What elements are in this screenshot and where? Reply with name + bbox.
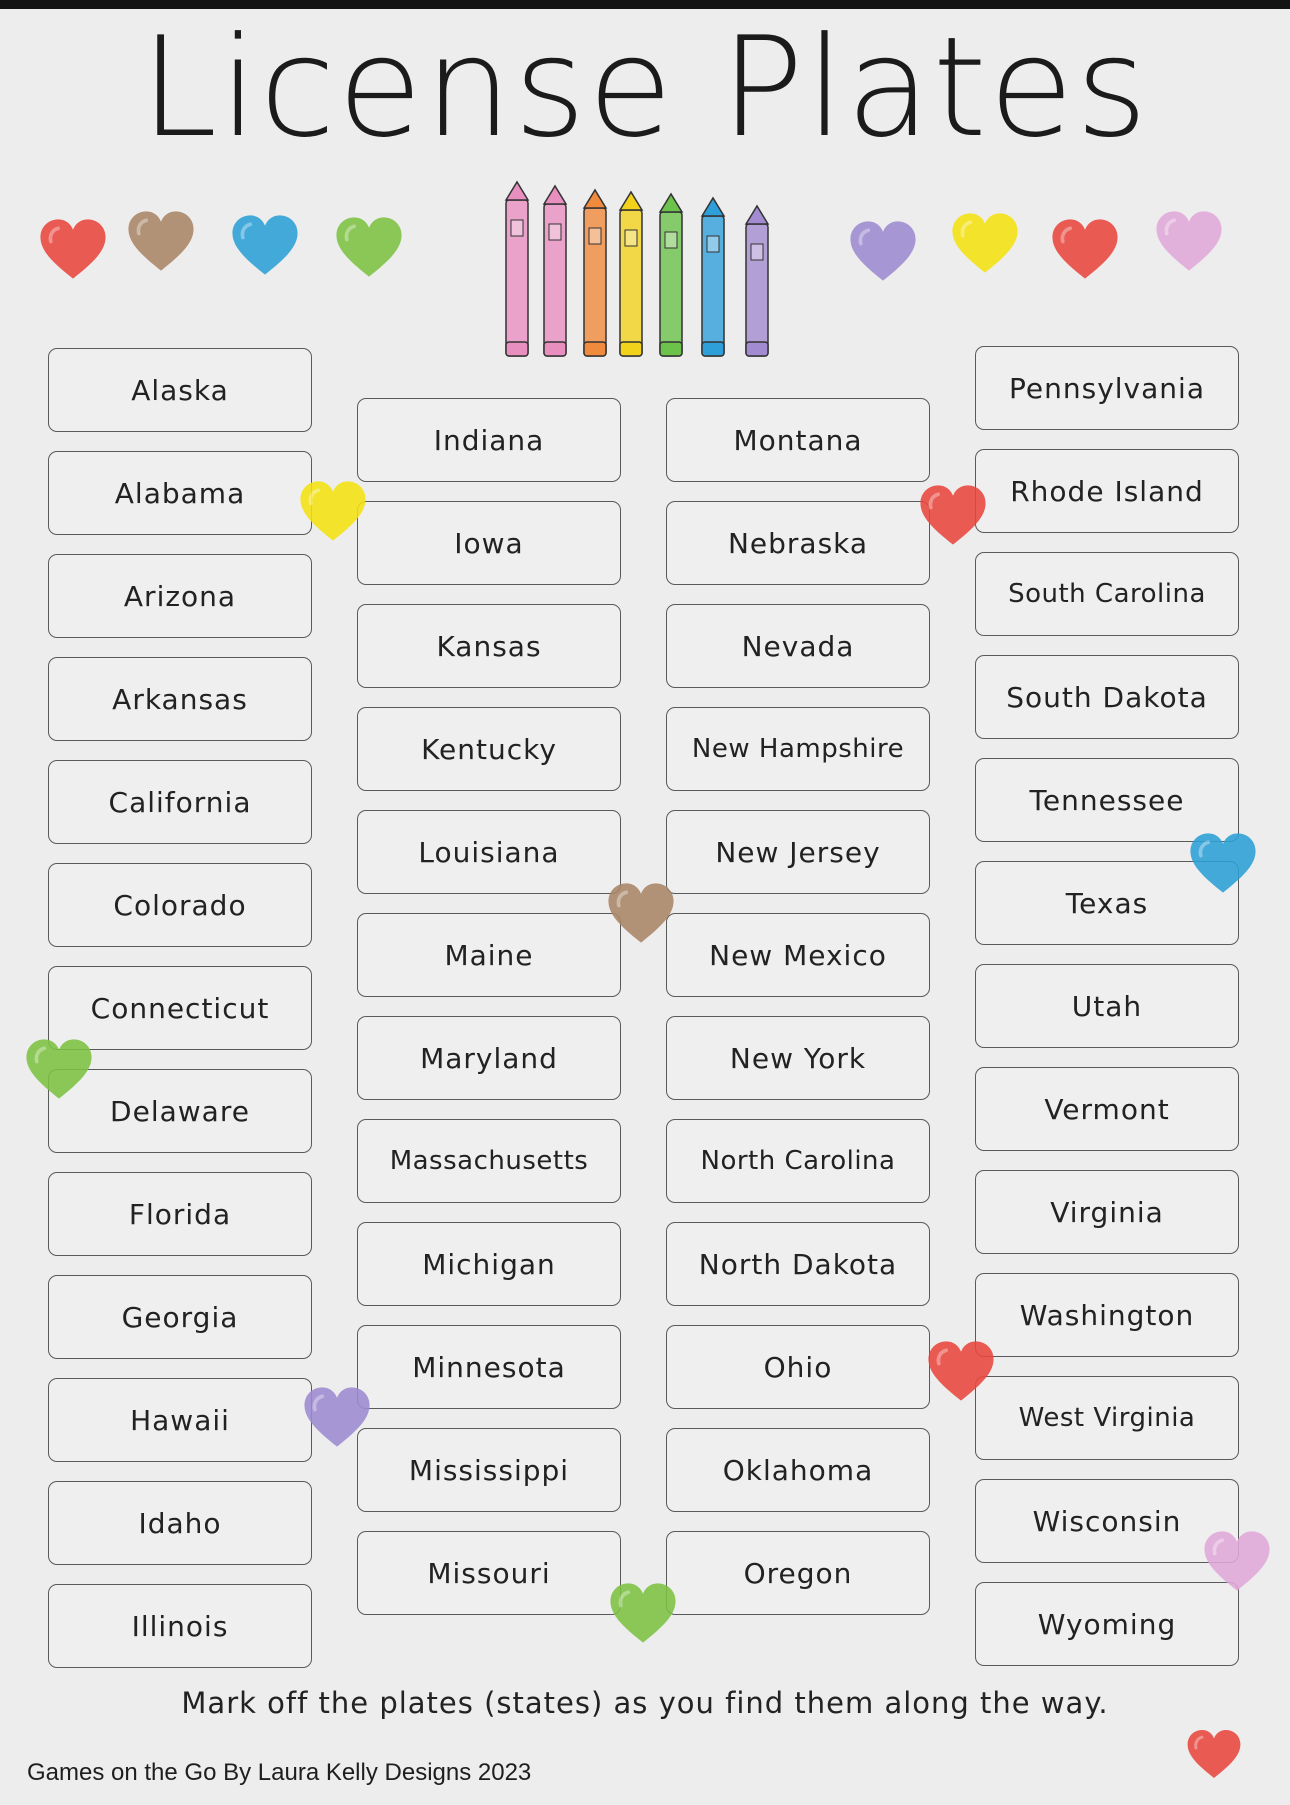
plate-florida[interactable] xyxy=(48,1172,312,1256)
plate-idaho[interactable] xyxy=(48,1481,312,1565)
red-heart-icon xyxy=(1184,1724,1244,1784)
plate-minnesota[interactable] xyxy=(357,1325,621,1409)
plate-label: Utah xyxy=(1071,989,1143,1023)
plate-label: Delaware xyxy=(110,1094,250,1128)
plate-label: Arkansas xyxy=(112,682,248,716)
pink-heart-icon xyxy=(1200,1524,1274,1598)
plate-label: Alabama xyxy=(114,476,246,510)
brown-heart-icon xyxy=(124,204,198,278)
green-crayon-icon xyxy=(660,194,682,356)
plate-illinois[interactable] xyxy=(48,1584,312,1668)
plate-label: Alaska xyxy=(131,373,229,407)
plate-label: Nevada xyxy=(741,629,855,663)
plate-oregon[interactable] xyxy=(666,1531,930,1615)
plate-label: West Virginia xyxy=(1018,1403,1196,1433)
plate-utah[interactable] xyxy=(975,964,1239,1048)
red-heart-icon xyxy=(924,1334,998,1408)
yellow-heart-icon xyxy=(296,474,370,548)
blue-heart-icon xyxy=(228,208,302,282)
plate-north-carolina[interactable] xyxy=(666,1119,930,1203)
plate-label: Louisiana xyxy=(418,835,560,869)
plate-new-mexico[interactable] xyxy=(666,913,930,997)
blue-crayon-icon xyxy=(702,198,724,356)
plate-label: Mississippi xyxy=(408,1453,570,1487)
plate-label: Illinois xyxy=(131,1609,229,1643)
plate-label: Michigan xyxy=(422,1247,556,1281)
plate-new-jersey[interactable] xyxy=(666,810,930,894)
plate-virginia[interactable] xyxy=(975,1170,1239,1254)
plate-alaska[interactable] xyxy=(48,348,312,432)
plate-massachusetts[interactable] xyxy=(357,1119,621,1203)
plate-nebraska[interactable] xyxy=(666,501,930,585)
plate-label: South Dakota xyxy=(1006,680,1208,714)
plate-georgia[interactable] xyxy=(48,1275,312,1359)
plate-label: Kansas xyxy=(436,629,542,663)
plate-label: Oregon xyxy=(743,1556,853,1590)
yellow-crayon-icon xyxy=(620,192,642,356)
plate-label: California xyxy=(108,785,252,819)
purple-heart-icon xyxy=(300,1380,374,1454)
plate-label: North Carolina xyxy=(700,1146,896,1176)
plate-label: South Carolina xyxy=(1008,579,1206,609)
yellow-heart-icon xyxy=(948,206,1022,280)
plate-missouri[interactable] xyxy=(357,1531,621,1615)
plate-label: Minnesota xyxy=(412,1350,566,1384)
plate-label: New Jersey xyxy=(715,835,881,869)
plate-label: Wisconsin xyxy=(1032,1504,1182,1538)
plate-west-virginia[interactable] xyxy=(975,1376,1239,1460)
pink-heart-icon xyxy=(1152,204,1226,278)
plate-maine[interactable] xyxy=(357,913,621,997)
plate-label: Nebraska xyxy=(727,526,869,560)
plate-label: Washington xyxy=(1019,1298,1195,1332)
pink-crayon-icon xyxy=(506,182,528,356)
plate-vermont[interactable] xyxy=(975,1067,1239,1151)
plate-arizona[interactable] xyxy=(48,554,312,638)
plate-california[interactable] xyxy=(48,760,312,844)
plate-label: New Mexico xyxy=(709,938,887,972)
plate-label: Tennessee xyxy=(1029,783,1185,817)
green-heart-icon xyxy=(606,1576,680,1650)
plate-label: Missouri xyxy=(427,1556,551,1590)
plate-label: Georgia xyxy=(121,1300,239,1334)
plate-label: Kentucky xyxy=(421,732,557,766)
plate-pennsylvania[interactable] xyxy=(975,346,1239,430)
brown-heart-icon xyxy=(604,876,678,950)
plate-nevada[interactable] xyxy=(666,604,930,688)
plate-label: Maine xyxy=(444,938,534,972)
plate-arkansas[interactable] xyxy=(48,657,312,741)
plate-label: Florida xyxy=(128,1197,232,1231)
plate-mississippi[interactable] xyxy=(357,1428,621,1512)
plate-label: Vermont xyxy=(1044,1092,1170,1126)
plate-new-hampshire[interactable] xyxy=(666,707,930,791)
plate-label: Arizona xyxy=(123,579,237,613)
plate-label: Ohio xyxy=(763,1350,833,1384)
plate-kansas[interactable] xyxy=(357,604,621,688)
plate-label: Pennsylvania xyxy=(1009,371,1205,405)
plate-alabama[interactable] xyxy=(48,451,312,535)
plate-kentucky[interactable] xyxy=(357,707,621,791)
plate-label: New Hampshire xyxy=(691,734,905,764)
green-heart-icon xyxy=(22,1032,96,1106)
plate-label: Massachusetts xyxy=(389,1146,589,1176)
plate-label: Montana xyxy=(733,423,863,457)
plate-michigan[interactable] xyxy=(357,1222,621,1306)
plate-louisiana[interactable] xyxy=(357,810,621,894)
plate-washington[interactable] xyxy=(975,1273,1239,1357)
plate-label: Idaho xyxy=(138,1506,222,1540)
purple-heart-icon xyxy=(846,214,920,288)
instructions-text: Mark off the plates (states) as you find them along the way. xyxy=(181,1686,1109,1720)
plate-new-york[interactable] xyxy=(666,1016,930,1100)
plate-hawaii[interactable] xyxy=(48,1378,312,1462)
green-heart-icon xyxy=(332,210,406,284)
plate-colorado[interactable] xyxy=(48,863,312,947)
plate-ohio[interactable] xyxy=(666,1325,930,1409)
plate-label: New York xyxy=(729,1041,867,1075)
plate-indiana[interactable] xyxy=(357,398,621,482)
purple-crayon-icon xyxy=(746,206,768,356)
plate-label: Virginia xyxy=(1050,1195,1164,1229)
plate-maryland[interactable] xyxy=(357,1016,621,1100)
plate-label: North Dakota xyxy=(698,1247,898,1281)
plate-label: Maryland xyxy=(420,1041,558,1075)
plate-label: Rhode Island xyxy=(1010,474,1204,508)
plate-oklahoma[interactable] xyxy=(666,1428,930,1512)
blue-heart-icon xyxy=(1186,826,1260,900)
plate-label: Iowa xyxy=(454,526,524,560)
credit-text: Games on the Go By Laura Kelly Designs 2023 xyxy=(27,1759,532,1786)
plate-label: Connecticut xyxy=(90,991,270,1025)
red-heart-icon xyxy=(36,212,110,286)
plate-label: Texas xyxy=(1065,886,1149,920)
plate-south-dakota[interactable] xyxy=(975,655,1239,739)
plate-north-dakota[interactable] xyxy=(666,1222,930,1306)
page-title: License Plates xyxy=(140,7,1150,168)
plate-label: Wyoming xyxy=(1037,1607,1177,1641)
plate-montana[interactable] xyxy=(666,398,930,482)
plate-rhode-island[interactable] xyxy=(975,449,1239,533)
plate-iowa[interactable] xyxy=(357,501,621,585)
red-heart-icon xyxy=(916,478,990,552)
orange-crayon-icon xyxy=(584,190,606,356)
plate-label: Oklahoma xyxy=(722,1453,874,1487)
plate-label: Hawaii xyxy=(130,1403,230,1437)
red-heart-icon xyxy=(1048,212,1122,286)
pink-crayon-icon xyxy=(544,186,566,356)
plate-label: Colorado xyxy=(113,888,247,922)
plate-label: Indiana xyxy=(433,423,545,457)
crayons-icon xyxy=(492,178,792,378)
plate-south-carolina[interactable] xyxy=(975,552,1239,636)
